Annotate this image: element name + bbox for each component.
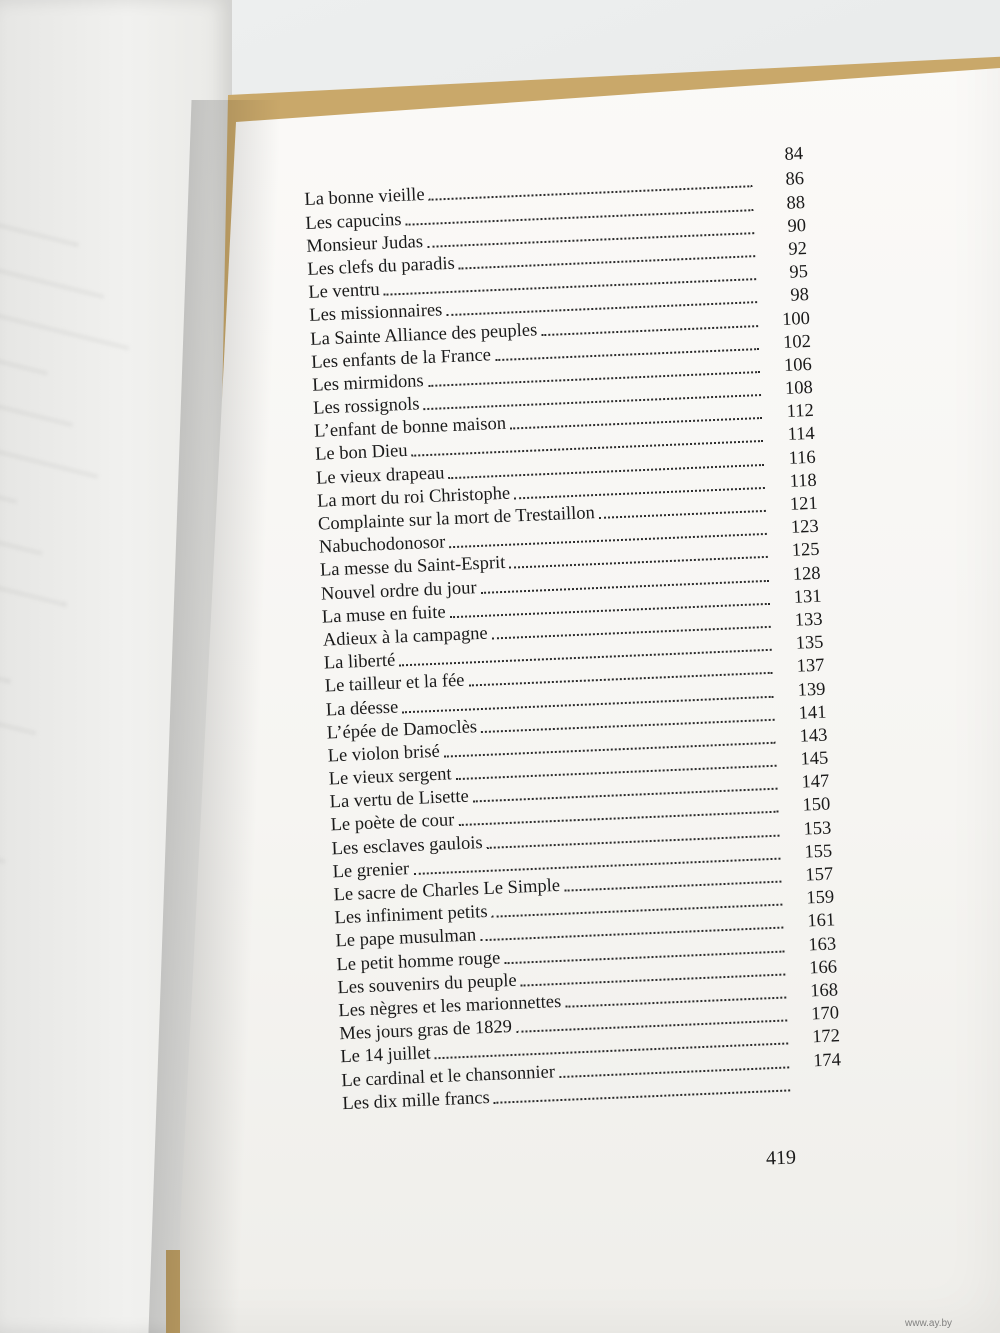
toc-entry-title: L’enfant de bonne maison (313, 413, 507, 443)
toc-page-number: 84 (784, 144, 804, 165)
toc-page-number: 95 (789, 262, 809, 283)
table-of-contents (303, 144, 842, 1115)
toc-page-number: 161 (806, 910, 836, 932)
toc-page-number: 92 (788, 238, 808, 260)
toc-entry-title: La déesse (325, 696, 399, 721)
toc-page-number: 150 (802, 794, 831, 817)
toc-entry-title: Complainte sur la mort de Trestaillon (317, 503, 596, 535)
toc-page-number: 139 (797, 679, 826, 701)
toc-page-number: 147 (801, 771, 830, 793)
toc-entry-title: L’épée de Damoclès (326, 716, 478, 744)
toc-entry-title: Les capucins (305, 209, 402, 234)
toc-page-number: 123 (790, 516, 820, 539)
toc-entry-title: Les clefs du paradis (306, 253, 456, 280)
toc-entry-title: Les dix mille francs (341, 1087, 491, 1114)
toc-entry-title: Les esclaves gaulois (331, 832, 484, 860)
toc-page-number: 114 (787, 424, 816, 446)
toc-entry-title: Le petit homme rouge (336, 948, 501, 975)
toc-page-number: 174 (812, 1049, 842, 1071)
toc-page-number: 112 (786, 401, 815, 423)
toc-entry-title: Les enfants de la France (310, 344, 492, 373)
toc-page-number: 116 (788, 447, 817, 469)
toc-entry-title: Les infiniment petits (334, 902, 488, 929)
toc-entry-title: Le bon Dieu (314, 441, 408, 466)
toc-entry-title: Les souvenirs du peuple (337, 970, 518, 999)
toc-page-number: 135 (795, 632, 824, 654)
toc-page-number: 153 (803, 818, 832, 840)
toc-entry-title: Mes jours gras de 1829 (339, 1017, 513, 1045)
toc-entry-title: Le violon brisé (327, 741, 441, 767)
toc-page-number: 98 (789, 285, 810, 307)
toc-page-number: 108 (784, 377, 814, 400)
toc-entry-title: Nabuchodonosor (318, 532, 446, 558)
toc-entry-title: Le cardinal et le chansonnier (340, 1061, 556, 1091)
toc-entry-title: Le poète de cour (330, 810, 455, 836)
toc-entry-title: Les missionnaires (308, 300, 443, 327)
toc-page-number: 133 (794, 609, 823, 631)
toc-entry-title: La Sainte Alliance des peuples (309, 319, 538, 350)
toc-entry-title: La bonne vieille (304, 185, 426, 211)
toc-entry-title: Les mirmidons (311, 371, 425, 396)
toc-entry-title: La liberté (323, 650, 396, 674)
watermark: www.ay.by (905, 1318, 953, 1329)
toc-entry-title: Les nègres et les marionnettes (338, 991, 562, 1022)
toc-page-number: 102 (782, 331, 812, 353)
page-folio: 419 (765, 1146, 797, 1170)
left-page-blurred-line (0, 607, 19, 683)
toc-entry-title: Le grenier (332, 858, 410, 883)
toc-page-number: 168 (809, 980, 839, 1002)
toc-page-number: 166 (808, 957, 838, 979)
toc-page-number: 86 (785, 169, 805, 191)
left-page-blurred-line (0, 778, 13, 863)
toc-page-number: 141 (798, 702, 827, 724)
toc-page-number: 157 (805, 864, 834, 886)
toc-entry-title: Nouvel ordre du jour (320, 577, 477, 605)
toc-page-number: 121 (789, 493, 819, 515)
toc-page-number: 118 (789, 470, 818, 492)
toc-page-number: 106 (783, 354, 813, 376)
toc-entry-title: La vertu de Lisette (329, 786, 470, 813)
toc-page-number: 128 (792, 563, 821, 585)
toc-entry-title: Le sacre de Charles Le Simple (333, 875, 561, 906)
toc-page-number: 170 (810, 1003, 840, 1025)
toc-entry-title: Adieux à la campagne (322, 623, 489, 651)
toc-entry-title: Les rossignols (312, 394, 420, 419)
toc-page-number: 155 (804, 841, 833, 863)
toc-page-number: 163 (807, 933, 837, 956)
toc-page-number: 88 (786, 192, 806, 214)
toc-entry-title: La muse en fuite (321, 602, 447, 628)
toc-page-number: 100 (781, 308, 811, 330)
toc-page-number: 145 (800, 748, 829, 770)
toc-page-number: 143 (799, 725, 828, 747)
toc-page-number: 137 (796, 655, 825, 678)
toc-entry-title: Le vieux sergent (328, 764, 453, 790)
toc-page-number: 125 (791, 540, 820, 562)
toc-entry-title: Le tailleur et la fée (324, 671, 465, 697)
toc-page-number: 159 (805, 887, 835, 909)
toc-entry-title: Le ventru (307, 280, 381, 304)
toc-entry-title: Le 14 juillet (339, 1043, 432, 1068)
toc-entry-title: La mort du roi Christophe (316, 483, 511, 512)
toc-page-number: 172 (811, 1026, 841, 1048)
toc-entry-title: Le vieux drapeau (315, 462, 445, 489)
toc-page-number: 90 (787, 215, 807, 237)
toc-page-number: 131 (793, 586, 822, 608)
toc-entry-title: La messe du Saint-Esprit (319, 553, 506, 582)
toc-entry-title: Le pape musulman (335, 925, 477, 952)
toc-entry-title: Monsieur Judas (306, 231, 424, 257)
